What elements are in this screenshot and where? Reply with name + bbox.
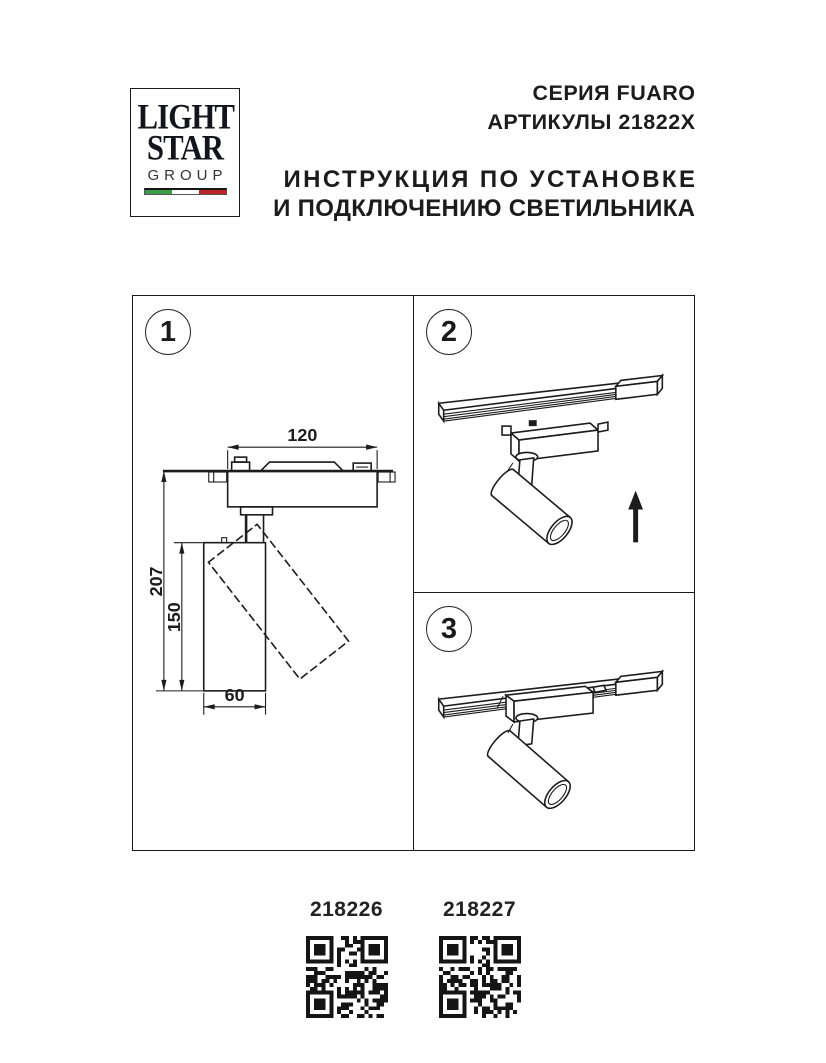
step-2-panel	[414, 296, 694, 593]
step-3-panel	[414, 593, 694, 850]
arrow-up-icon	[628, 491, 643, 543]
logo-word-light: LIGHT	[137, 96, 235, 137]
instruction-line-1: ИНСТРУКЦИЯ ПО УСТАНОВКЕ	[283, 166, 698, 193]
logo-word-star: STAR	[146, 127, 224, 168]
dim-total-height: 207	[145, 566, 166, 597]
dim-body-height: 150	[163, 602, 184, 633]
instruction-header	[273, 165, 698, 223]
step-1-panel	[133, 296, 414, 850]
step-2-badge: 2	[426, 309, 472, 355]
flag-white-segment	[172, 190, 199, 194]
logo-word-group: GROUP	[147, 167, 228, 184]
article-number: 218226	[309, 898, 384, 921]
qr-item	[439, 898, 521, 1018]
articles-title: АРТИКУЛЫ 21822X	[487, 110, 696, 134]
dim-top-width: 120	[287, 425, 318, 446]
dim-body-width: 60	[224, 684, 245, 705]
qr-code-image	[306, 936, 388, 1018]
qr-item	[306, 898, 388, 1018]
instruction-line-2: И ПОДКЛЮЧЕНИЮ СВЕТИЛЬНИКА	[273, 195, 696, 222]
dimension-drawing	[133, 296, 413, 850]
italian-flag-bar	[144, 188, 227, 195]
flag-red-segment	[199, 190, 226, 194]
series-title: СЕРИЯ FUARO	[532, 81, 696, 105]
lightstar-logo	[130, 88, 240, 217]
article-qr-row	[0, 898, 826, 1018]
article-number: 218227	[442, 898, 517, 921]
qr-code-image	[439, 936, 521, 1018]
flag-green-segment	[145, 190, 172, 194]
step-1-badge: 1	[145, 309, 191, 355]
step-3-badge: 3	[426, 606, 472, 652]
series-header	[487, 79, 695, 137]
steps-grid	[132, 295, 695, 851]
